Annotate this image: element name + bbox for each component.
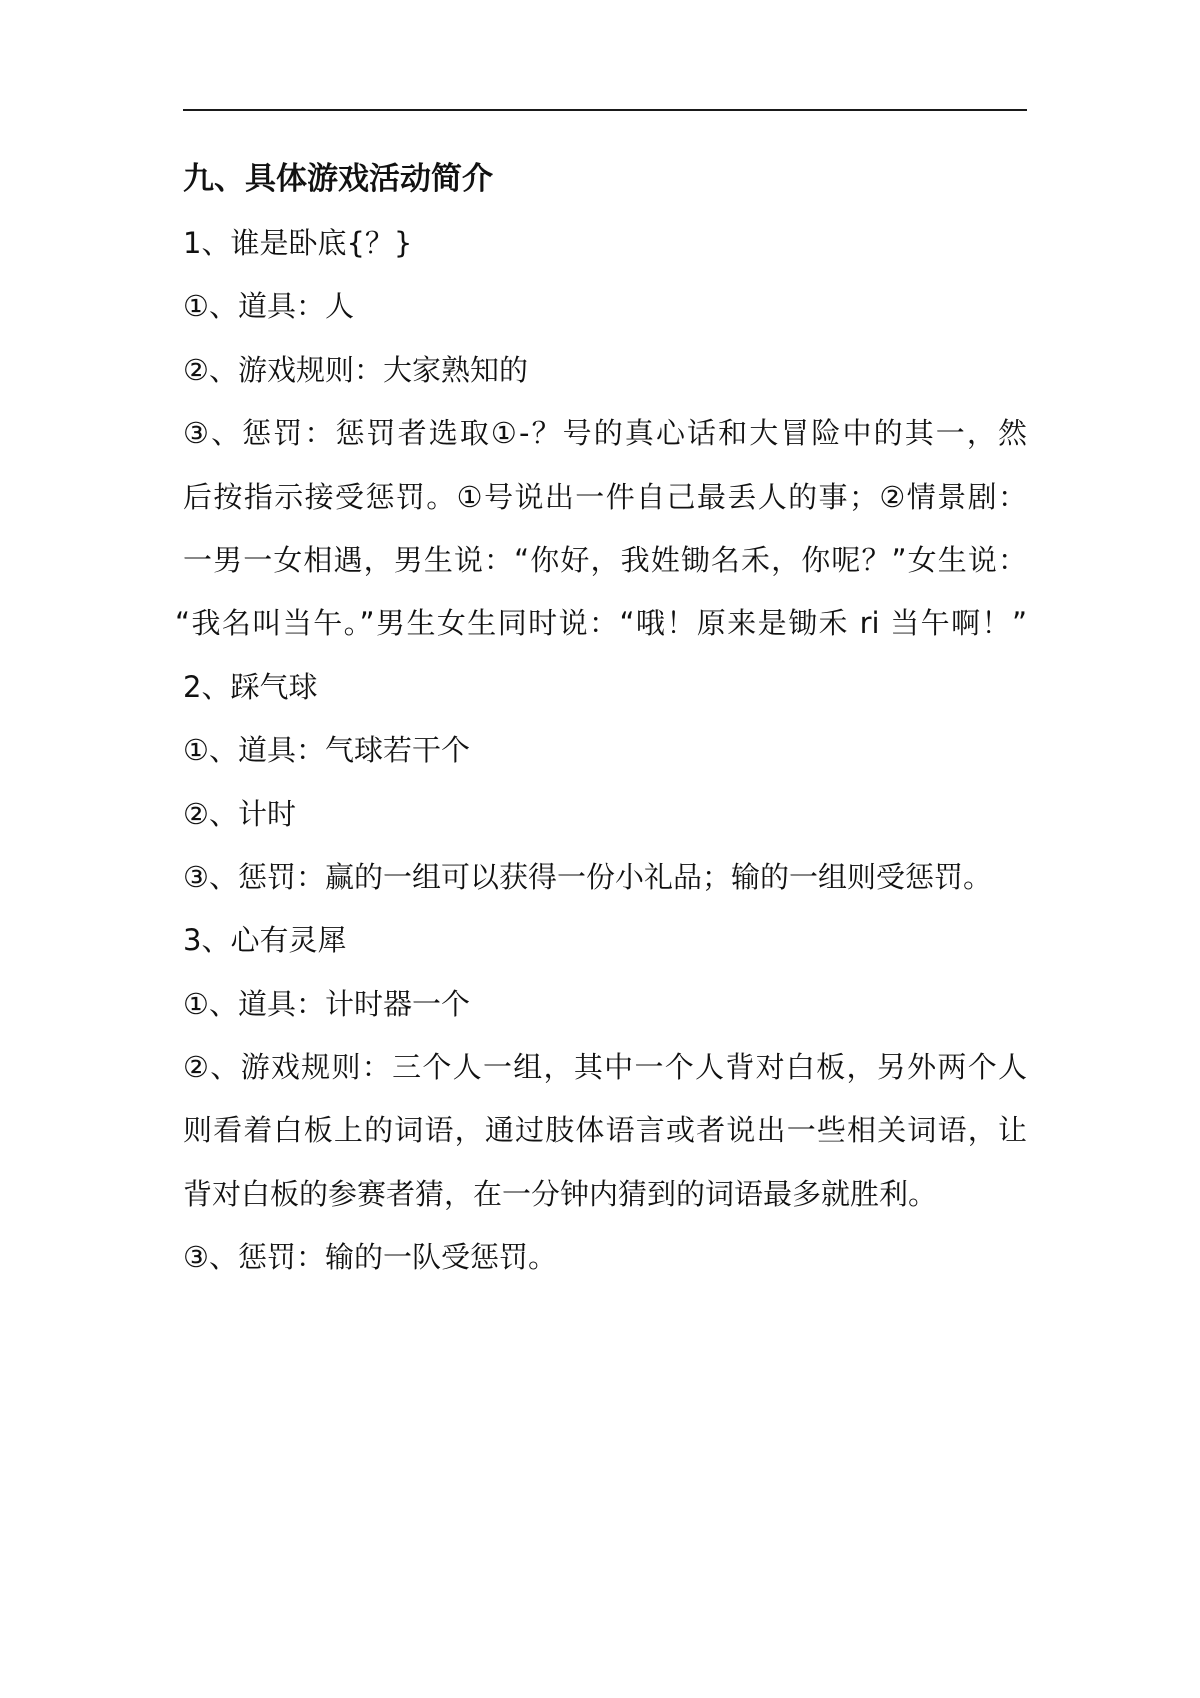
game-line: ①、道具：人	[183, 289, 354, 324]
game-line: 一男一女相遇，男生说：“你好，我姓锄名禾，你呢？”女生说：	[183, 542, 1027, 577]
game-line: ③、惩罚：惩罚者选取①-？号的真心话和大冒险中的其一，然	[183, 416, 1027, 451]
header-rule	[183, 109, 1027, 111]
game-line: ③、惩罚：输的一队受惩罚。	[183, 1240, 557, 1275]
document-body	[175, 218, 1027, 1296]
game-line: 则看着白板上的词语，通过肢体语言或者说出一些相关词语，让	[183, 1113, 1027, 1148]
game-line: 后按指示接受惩罚。①号说出一件自己最丢人的事；②情景剧：	[183, 479, 1027, 514]
game-line: ②、游戏规则：大家熟知的	[183, 352, 528, 387]
game-line: ③、惩罚：赢的一组可以获得一份小礼品；输的一组则受惩罚。	[183, 859, 992, 894]
game-line: ①、道具：计时器一个	[183, 986, 470, 1021]
game-title: 1、谁是卧底{？}	[183, 226, 413, 260]
section-heading: 九、具体游戏活动简介	[183, 161, 493, 197]
game-line: ②、计时	[183, 796, 296, 831]
game-title: 2、踩气球	[183, 669, 318, 704]
game-title: 3、心有灵犀	[183, 923, 347, 958]
game-line: ①、道具：气球若干个	[183, 733, 470, 768]
game-line: “我名叫当午。”男生女生同时说：“哦！原来是锄禾 ri 当午啊！”	[175, 606, 1027, 641]
game-line: 背对白板的参赛者猜，在一分钟内猜到的词语最多就胜利。	[183, 1176, 938, 1211]
game-line: ②、游戏规则：三个人一组，其中一个人背对白板，另外两个人	[183, 1050, 1027, 1085]
